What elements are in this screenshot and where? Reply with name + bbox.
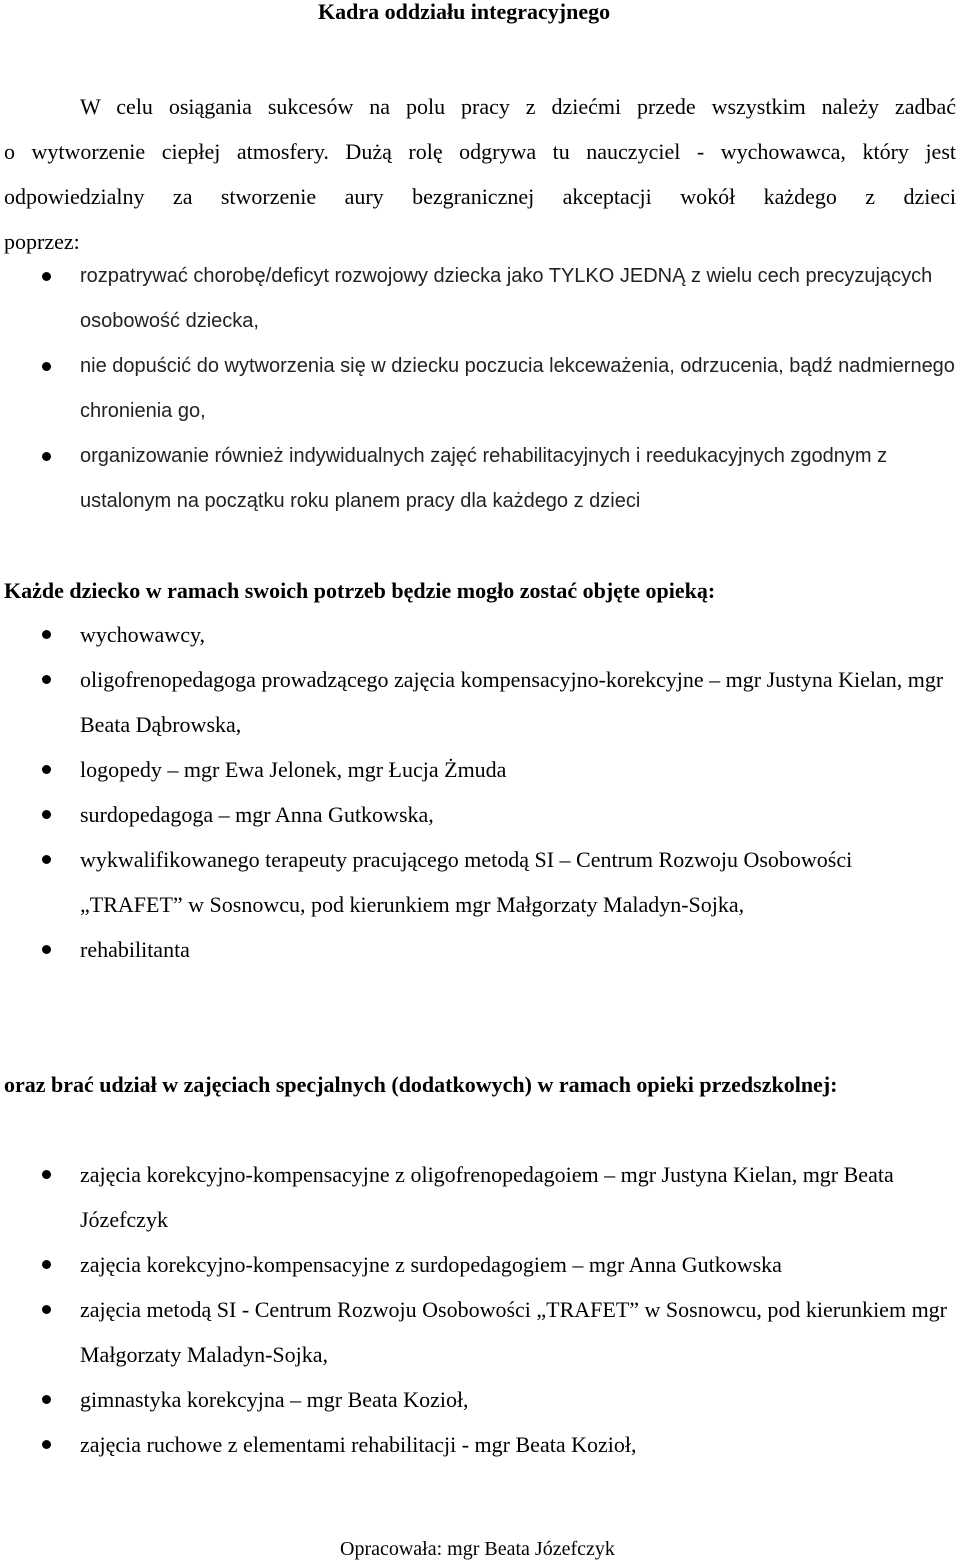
bullet-icon [42,362,51,371]
list-item-text: zajęcia metodą SI - Centrum Rozwoju Osobowości „TRAFET” w Sosnowcu, pod kierunkiem mgr Małgorzaty Maladyn-Sojka, [80,1297,948,1367]
list-item-text: logopedy – mgr Ewa Jelonek, mgr Łucja Żmuda [80,757,507,782]
bullet-icon [42,272,51,281]
intro-line-2: o wytworzenie ciepłej atmosfery. Dużą rolę odgrywa tu nauczyciel - wychowawca, który jest [4,139,956,164]
bullet-icon [42,1440,51,1449]
section-heading-activities: oraz brać udział w zajęciach specjalnych (dodatkowych) w ramach opieki przedszkolnej: [4,1072,838,1097]
list-item-text: rehabilitanta [80,937,190,962]
intro-paragraph [4,84,956,264]
list-item [0,1287,960,1377]
intro-line-4: poprzez: [4,229,80,254]
intro-line-3: odpowiedzialny za stworzenie aury bezgranicznej akceptacji wokół każdego z dzieci [4,184,956,209]
list-item [0,1377,960,1422]
list-item [0,612,960,657]
intro-line-1: W celu osiągania sukcesów na polu pracy z dziećmi przede wszystkim należy zadbać [80,94,956,119]
bullet-icon [42,945,51,954]
list-item-text: wykwalifikowanego terapeuty pracującego metodą SI – Centrum Rozwoju Osobowości „TRAFET” w Sosnowcu, pod kierunkiem mgr Małgorzaty Maladyn-Sojka, [80,847,853,917]
bullet-icon [42,855,51,864]
list-item [0,254,960,344]
list-item [0,837,960,927]
bullet-icon [42,1260,51,1269]
bullet-icon [42,630,51,639]
list-item-text: zajęcia korekcyjno-kompensacyjne z oligofrenopedagoiem – mgr Justyna Kielan, mgr Beata Józefczyk [80,1162,894,1232]
list-item [0,344,960,434]
author-footer: Opracowała: mgr Beata Józefczyk [340,1538,615,1560]
list-item-text: rozpatrywać chorobę/deficyt rozwojowy dziecka jako TYLKO JEDNĄ z wielu cech precyzujących osobowość dziecka, [80,265,933,332]
page-title: Kadra oddziału integracyjnego [318,0,611,24]
bullet-icon [42,810,51,819]
list-item [0,792,960,837]
list-item [0,434,960,524]
activities-list [0,1152,960,1467]
list-item [0,1242,960,1287]
list-item [0,1422,960,1467]
care-staff-list [0,612,960,972]
list-item [0,747,960,792]
list-item [0,1152,960,1242]
list-item-text: surdopedagoga – mgr Anna Gutkowska, [80,802,434,827]
approach-list [0,254,960,524]
list-item-text: organizowanie również indywidualnych zajęć rehabilitacyjnych i reedukacyjnych zgodnym z ustalonym na początku roku planem pracy dla każdego z dzieci [80,445,888,512]
list-item-text: oligofrenopedagoga prowadzącego zajęcia kompensacyjno-korekcyjne – mgr Justyna Kielan, mgr Beata Dąbrowska, [80,667,944,737]
section-heading-care: Każde dziecko w ramach swoich potrzeb będzie mogło zostać objęte opieką: [4,578,716,603]
list-item-text: nie dopuścić do wytworzenia się w dziecku poczucia lekceważenia, odrzucenia, bądź nadmiernego chronienia go, [80,355,955,422]
list-item [0,927,960,972]
list-item-text: gimnastyka korekcyjna – mgr Beata Kozioł, [80,1387,469,1412]
bullet-icon [42,1395,51,1404]
list-item [0,657,960,747]
list-item-text: wychowawcy, [80,622,206,647]
bullet-icon [42,452,51,461]
list-item-text: zajęcia korekcyjno-kompensacyjne z surdopedagogiem – mgr Anna Gutkowska [80,1252,782,1277]
bullet-icon [42,765,51,774]
bullet-icon [42,675,51,684]
bullet-icon [42,1305,51,1314]
list-item-text: zajęcia ruchowe z elementami rehabilitacji - mgr Beata Kozioł, [80,1432,637,1457]
bullet-icon [42,1170,51,1179]
